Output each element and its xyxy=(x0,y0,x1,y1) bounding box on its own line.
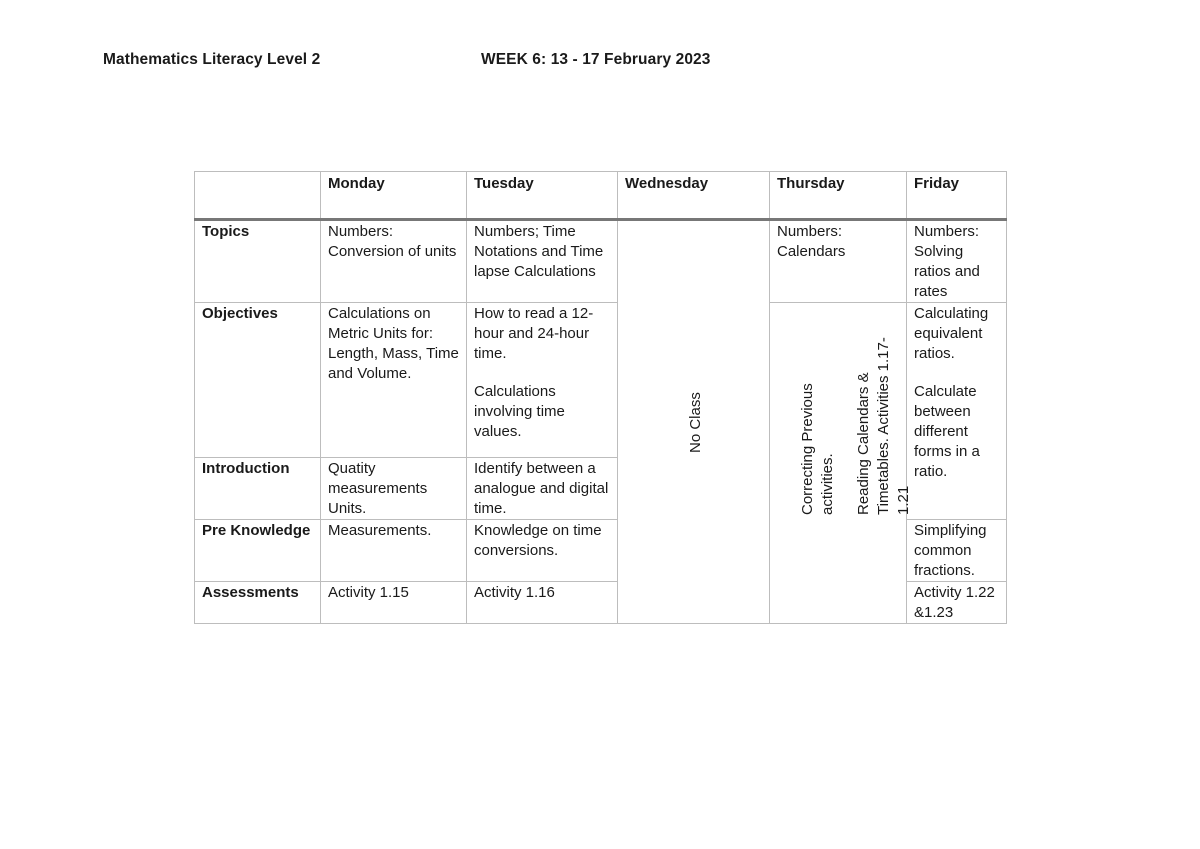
column-header-monday: Monday xyxy=(321,172,467,220)
thursday-merged-cell xyxy=(770,303,912,624)
objectives-row xyxy=(195,303,1007,458)
column-header-thursday: Thursday xyxy=(770,172,907,220)
document-title: Mathematics Literacy Level 2 xyxy=(103,51,321,68)
topics-row xyxy=(195,220,1007,303)
row-label-assessments: Assessments xyxy=(195,582,321,624)
introduction-monday: Quatity measurements Units. xyxy=(321,458,467,520)
row-label-topics: Topics xyxy=(195,220,321,303)
pre-knowledge-tuesday: Knowledge on time conversions. xyxy=(467,520,618,582)
topics-thursday: Numbers: Calendars xyxy=(770,220,907,303)
row-label-introduction: Introduction xyxy=(195,458,321,520)
row-label-pre-knowledge: Pre Knowledge xyxy=(195,520,321,582)
column-header-wednesday: Wednesday xyxy=(618,172,770,220)
topics-friday: Numbers: Solving ratios and rates xyxy=(907,220,1007,303)
thursday-correcting-text: Correcting Previous activities. xyxy=(799,383,836,515)
column-header-friday: Friday xyxy=(907,172,1007,220)
pre-knowledge-monday: Measurements. xyxy=(321,520,467,582)
objectives-friday-p1: Calculating equivalent ratios. xyxy=(914,305,989,362)
week-label: WEEK 6: 13 - 17 February 2023 xyxy=(481,51,711,68)
objectives-friday-p2: Calculate between different forms in a ratio. xyxy=(914,383,980,480)
objectives-tuesday-p1: How to read a 12- hour and 24-hour time. xyxy=(474,305,594,362)
header-row xyxy=(195,172,1007,220)
row-label-objectives: Objectives xyxy=(195,303,321,458)
assessments-tuesday: Activity 1.16 xyxy=(467,582,618,624)
column-header-tuesday: Tuesday xyxy=(467,172,618,220)
pre-knowledge-friday: Simplifying common fractions. xyxy=(907,520,1007,582)
no-class-text: No Class xyxy=(687,392,704,453)
lesson-plan-table xyxy=(194,171,1007,624)
topics-tuesday: Numbers; Time Notations and Time lapse Calculations xyxy=(467,220,618,303)
assessments-monday: Activity 1.15 xyxy=(321,582,467,624)
thursday-reading-text: Reading Calendars & Timetables. Activities 1.17-1.21 xyxy=(855,337,912,515)
assessments-friday: Activity 1.22 &1.23 xyxy=(907,582,1007,624)
objectives-friday xyxy=(907,303,1007,520)
wednesday-merged-cell xyxy=(618,220,770,624)
objectives-monday: Calculations on Metric Units for: Length, Mass, Time and Volume. xyxy=(321,303,467,458)
objectives-tuesday xyxy=(467,303,618,458)
topics-monday: Numbers: Conversion of units xyxy=(321,220,467,303)
introduction-tuesday: Identify between a analogue and digital time. xyxy=(467,458,618,520)
objectives-tuesday-p2: Calculations involving time values. xyxy=(474,383,565,440)
corner-cell xyxy=(195,172,321,220)
